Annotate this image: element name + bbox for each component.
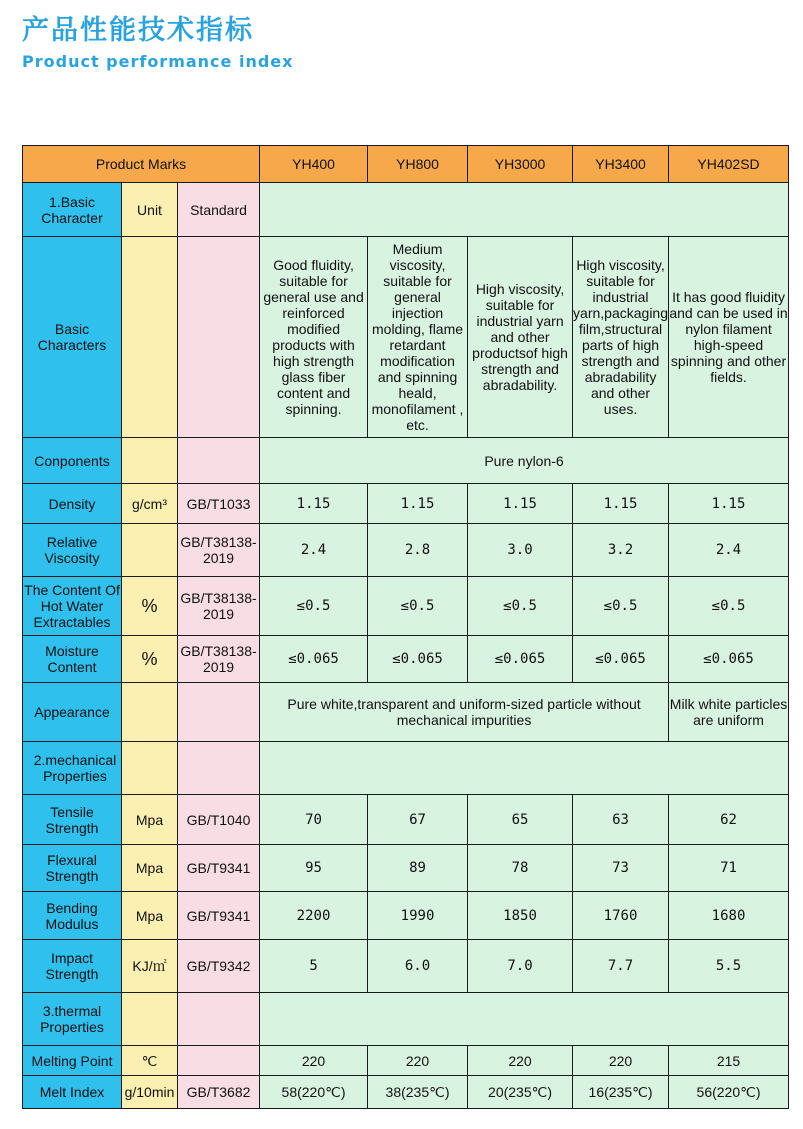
table-row bbox=[23, 438, 789, 484]
standard-cell bbox=[178, 742, 260, 795]
section-label-thermal: 3.thermal Properties bbox=[23, 993, 122, 1046]
product-marks-header: Product Marks bbox=[23, 146, 260, 183]
standard-cell bbox=[178, 1046, 260, 1076]
table-row bbox=[23, 237, 789, 438]
value-cell: 2.4 bbox=[669, 524, 789, 577]
value-cell: 215 bbox=[669, 1046, 789, 1076]
page-title-cn: 产品性能技术指标 bbox=[22, 15, 254, 46]
value-cell: 62 bbox=[669, 795, 789, 845]
value-cell: 6.0 bbox=[368, 940, 468, 993]
unit-cell bbox=[122, 993, 178, 1046]
value-cell: 5 bbox=[260, 940, 368, 993]
description-cell: Good fluidity, suitable for general use and reinforced modified products with high strength glass fiber content and spinning. bbox=[260, 237, 368, 438]
table-row bbox=[23, 577, 789, 636]
value-cell: 1.15 bbox=[260, 484, 368, 524]
row-label: Bending Modulus bbox=[23, 892, 122, 940]
unit-cell: % bbox=[122, 577, 178, 636]
value-cell: 16(235℃) bbox=[573, 1076, 669, 1109]
table-row bbox=[23, 1046, 789, 1076]
row-label: Tensile Strength bbox=[23, 795, 122, 845]
header-row bbox=[23, 146, 789, 183]
table-row bbox=[23, 892, 789, 940]
value-cell: 220 bbox=[260, 1046, 368, 1076]
value-cell: 3.2 bbox=[573, 524, 669, 577]
value-cell: 20(235℃) bbox=[468, 1076, 573, 1109]
row-label: Flexural Strength bbox=[23, 845, 122, 892]
value-cell: 1850 bbox=[468, 892, 573, 940]
standard-cell: GB/T38138-2019 bbox=[178, 524, 260, 577]
unit-cell bbox=[122, 524, 178, 577]
product-header: YH402SD bbox=[669, 146, 789, 183]
value-cell: 1990 bbox=[368, 892, 468, 940]
value-cell: 1.15 bbox=[669, 484, 789, 524]
value-cell: 63 bbox=[573, 795, 669, 845]
standard-cell: GB/T9342 bbox=[178, 940, 260, 993]
section-label-mechanical: 2.mechanical Properties bbox=[23, 742, 122, 795]
value-cell: ≤0.5 bbox=[260, 577, 368, 636]
value-cell: 1.15 bbox=[368, 484, 468, 524]
section-row bbox=[23, 742, 789, 795]
value-cell: 65 bbox=[468, 795, 573, 845]
value-cell: 1.15 bbox=[468, 484, 573, 524]
value-cell: 2200 bbox=[260, 892, 368, 940]
product-header: YH3400 bbox=[573, 146, 669, 183]
unit-cell: Mpa bbox=[122, 892, 178, 940]
value-cell: 38(235℃) bbox=[368, 1076, 468, 1109]
row-label: Basic Characters bbox=[23, 237, 122, 438]
unit-cell: g/cm³ bbox=[122, 484, 178, 524]
unit-cell bbox=[122, 438, 178, 484]
table-row bbox=[23, 940, 789, 993]
value-cell: ≤0.065 bbox=[260, 636, 368, 683]
product-header: YH400 bbox=[260, 146, 368, 183]
product-header: YH3000 bbox=[468, 146, 573, 183]
table-row bbox=[23, 795, 789, 845]
value-cell: 1680 bbox=[669, 892, 789, 940]
value-cell: ≤0.5 bbox=[468, 577, 573, 636]
value-cell: ≤0.065 bbox=[573, 636, 669, 683]
row-label: The Content Of Hot Water Extractables bbox=[23, 577, 122, 636]
row-label: Relative Viscosity bbox=[23, 524, 122, 577]
appearance-value: Pure white,transparent and uniform-sized particle without mechanical impurities bbox=[260, 683, 669, 742]
table-row bbox=[23, 683, 789, 742]
unit-header: Unit bbox=[122, 183, 178, 237]
value-cell: 220 bbox=[368, 1046, 468, 1076]
table-row bbox=[23, 484, 789, 524]
standard-cell bbox=[178, 237, 260, 438]
value-cell: 1.15 bbox=[573, 484, 669, 524]
table-row bbox=[23, 636, 789, 683]
unit-cell: g/10min bbox=[122, 1076, 178, 1109]
value-cell: 89 bbox=[368, 845, 468, 892]
standard-cell: GB/T1033 bbox=[178, 484, 260, 524]
product-header: YH800 bbox=[368, 146, 468, 183]
value-cell: 78 bbox=[468, 845, 573, 892]
standard-cell: GB/T9341 bbox=[178, 892, 260, 940]
value-cell: 2.4 bbox=[260, 524, 368, 577]
row-label: Moisture Content bbox=[23, 636, 122, 683]
value-cell: 56(220℃) bbox=[669, 1076, 789, 1109]
unit-cell bbox=[122, 742, 178, 795]
section-row bbox=[23, 993, 789, 1046]
value-cell: ≤0.5 bbox=[368, 577, 468, 636]
description-cell: It has good fluidity and can be used in nylon filament high-speed spinning and other fields. bbox=[669, 237, 789, 438]
value-cell: ≤0.065 bbox=[468, 636, 573, 683]
unit-cell: Mpa bbox=[122, 845, 178, 892]
standard-cell bbox=[178, 993, 260, 1046]
unit-cell bbox=[122, 683, 178, 742]
row-label: Impact Strength bbox=[23, 940, 122, 993]
value-cell: 220 bbox=[468, 1046, 573, 1076]
section-label-basic: 1.Basic Character bbox=[23, 183, 122, 237]
value-cell: 67 bbox=[368, 795, 468, 845]
value-cell: ≤0.5 bbox=[669, 577, 789, 636]
standard-header: Standard bbox=[178, 183, 260, 237]
section-fill bbox=[260, 183, 789, 237]
value-cell: 2.8 bbox=[368, 524, 468, 577]
value-cell: ≤0.065 bbox=[368, 636, 468, 683]
value-cell: 73 bbox=[573, 845, 669, 892]
row-label: Melting Point bbox=[23, 1046, 122, 1076]
value-cell: 7.0 bbox=[468, 940, 573, 993]
description-cell: High viscosity, suitable for industrial yarn and other productsof high strength and abradability. bbox=[468, 237, 573, 438]
standard-cell bbox=[178, 438, 260, 484]
table-row bbox=[23, 1076, 789, 1109]
value-cell: 71 bbox=[669, 845, 789, 892]
section-row bbox=[23, 183, 789, 237]
standard-cell bbox=[178, 683, 260, 742]
section-fill bbox=[260, 742, 789, 795]
table-row bbox=[23, 524, 789, 577]
page-title-en: Product performance index bbox=[22, 52, 294, 71]
performance-table bbox=[22, 145, 789, 1109]
value-cell: 70 bbox=[260, 795, 368, 845]
value-cell: 3.0 bbox=[468, 524, 573, 577]
standard-cell: GB/T38138-2019 bbox=[178, 636, 260, 683]
standard-cell: GB/T9341 bbox=[178, 845, 260, 892]
value-cell: 95 bbox=[260, 845, 368, 892]
row-label: Density bbox=[23, 484, 122, 524]
section-fill bbox=[260, 993, 789, 1046]
standard-cell: GB/T38138-2019 bbox=[178, 577, 260, 636]
description-cell: Medium viscosity, suitable for general injection molding, flame retardant modification and spinning heald, monofilament , etc. bbox=[368, 237, 468, 438]
value-cell: 7.7 bbox=[573, 940, 669, 993]
unit-cell: Mpa bbox=[122, 795, 178, 845]
standard-cell: GB/T3682 bbox=[178, 1076, 260, 1109]
row-label: Appearance bbox=[23, 683, 122, 742]
value-cell: 1760 bbox=[573, 892, 669, 940]
appearance-value-last: Milk white particles are uniform bbox=[669, 683, 789, 742]
unit-cell: ℃ bbox=[122, 1046, 178, 1076]
row-label: Melt Index bbox=[23, 1076, 122, 1109]
row-label: Conponents bbox=[23, 438, 122, 484]
standard-cell: GB/T1040 bbox=[178, 795, 260, 845]
value-cell: ≤0.5 bbox=[573, 577, 669, 636]
unit-cell bbox=[122, 237, 178, 438]
description-cell: High viscosity, suitable for industrial yarn,packaging film,structural parts of high strength and abradability and other uses. bbox=[573, 237, 669, 438]
value-cell: 5.5 bbox=[669, 940, 789, 993]
value-cell: ≤0.065 bbox=[669, 636, 789, 683]
unit-cell: KJ/㎡ bbox=[122, 940, 178, 993]
value-cell: 220 bbox=[573, 1046, 669, 1076]
components-value: Pure nylon-6 bbox=[260, 438, 789, 484]
unit-cell: % bbox=[122, 636, 178, 683]
value-cell: 58(220℃) bbox=[260, 1076, 368, 1109]
table-row bbox=[23, 845, 789, 892]
